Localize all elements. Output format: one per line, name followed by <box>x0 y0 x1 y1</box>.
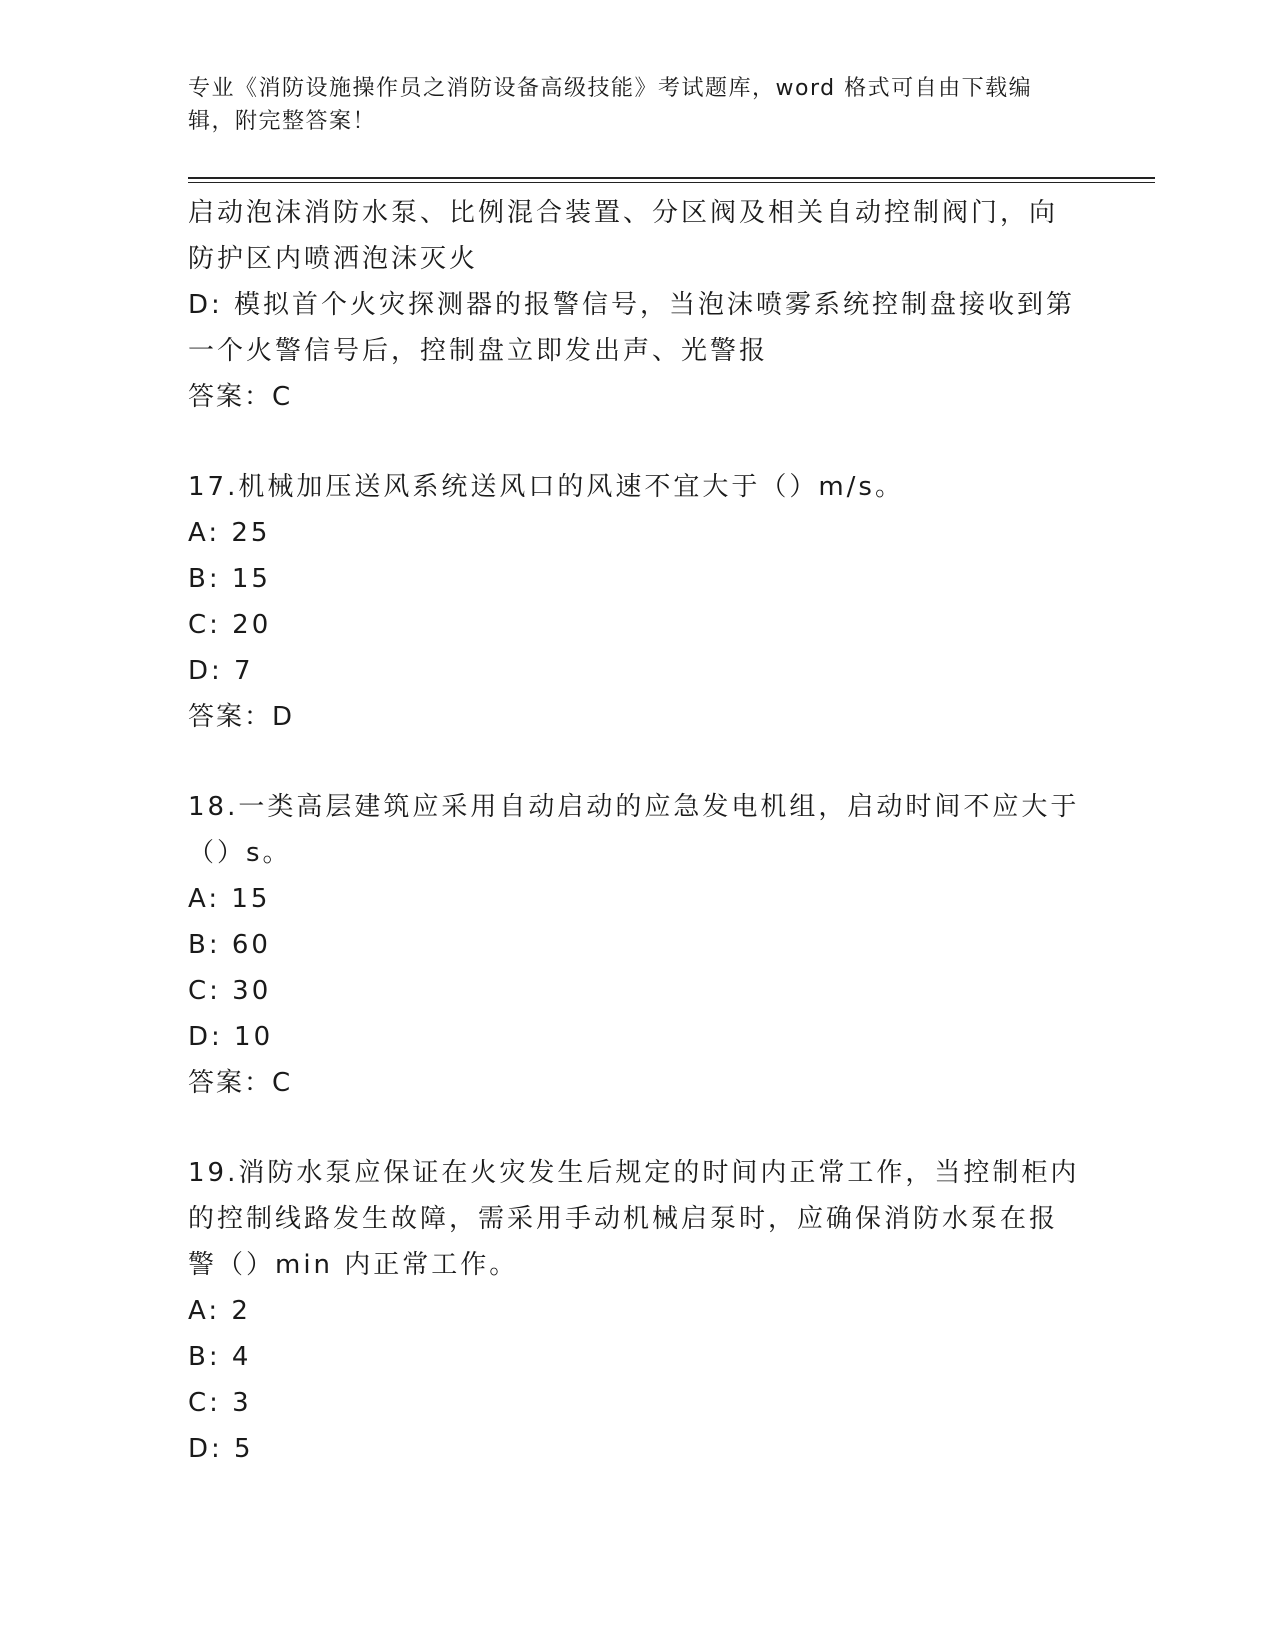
option-a: A: 25 <box>188 518 271 548</box>
question-stem-line-2: （）s。 <box>188 838 292 868</box>
header-divider-thick <box>188 177 1155 179</box>
header-line-1: 专业《消防设施操作员之消防设备高级技能》考试题库，word 格式可自由下载编 <box>188 76 1033 101</box>
option-d-text-line-1: D: 模拟首个火灾探测器的报警信号，当泡沫喷雾系统控制盘接收到第 <box>188 290 1076 320</box>
answer-line: 答案：C <box>188 382 293 412</box>
header-line-2: 辑，附完整答案！ <box>188 109 377 134</box>
option-b: B: 15 <box>188 564 271 594</box>
option-c: C: 30 <box>188 976 272 1006</box>
option-d: D: 7 <box>188 656 254 686</box>
question-17 <box>188 464 1088 740</box>
question-stem-line-2: 的控制线路发生故障，需采用手动机械启泵时，应确保消防水泵在报 <box>188 1204 1059 1234</box>
option-c: C: 3 <box>188 1388 252 1418</box>
question-18 <box>188 784 1088 1106</box>
option-c-text-line-2: 防护区内喷洒泡沫灭火 <box>188 244 479 274</box>
option-d-text-line-2: 一个火警信号后，控制盘立即发出声、光警报 <box>188 336 769 366</box>
question-19 <box>188 1150 1088 1472</box>
spacer <box>188 420 1088 464</box>
answer-line: 答案：D <box>188 702 295 732</box>
spacer <box>188 1106 1088 1150</box>
answer-line: 答案：C <box>188 1068 293 1098</box>
option-c-text-line-1: 启动泡沫消防水泵、比例混合装置、分区阀及相关自动控制阀门，向 <box>188 198 1059 228</box>
question-stem: 17.机械加压送风系统送风口的风速不宜大于（）m/s。 <box>188 472 904 502</box>
option-d: D: 5 <box>188 1434 254 1464</box>
question-stem-line-1: 18.一类高层建筑应采用自动启动的应急发电机组，启动时间不应大于 <box>188 792 1080 822</box>
question-content <box>188 190 1088 1472</box>
option-b: B: 4 <box>188 1342 252 1372</box>
question-16-continuation <box>188 190 1088 420</box>
option-a: A: 2 <box>188 1296 251 1326</box>
header-divider-thin <box>188 182 1155 183</box>
option-b: B: 60 <box>188 930 271 960</box>
document-header <box>188 72 1088 138</box>
option-c: C: 20 <box>188 610 272 640</box>
option-a: A: 15 <box>188 884 271 914</box>
option-d: D: 10 <box>188 1022 274 1052</box>
question-stem-line-3: 警（）min 内正常工作。 <box>188 1250 519 1280</box>
question-stem-line-1: 19.消防水泵应保证在火灾发生后规定的时间内正常工作，当控制柜内 <box>188 1158 1080 1188</box>
spacer <box>188 740 1088 784</box>
